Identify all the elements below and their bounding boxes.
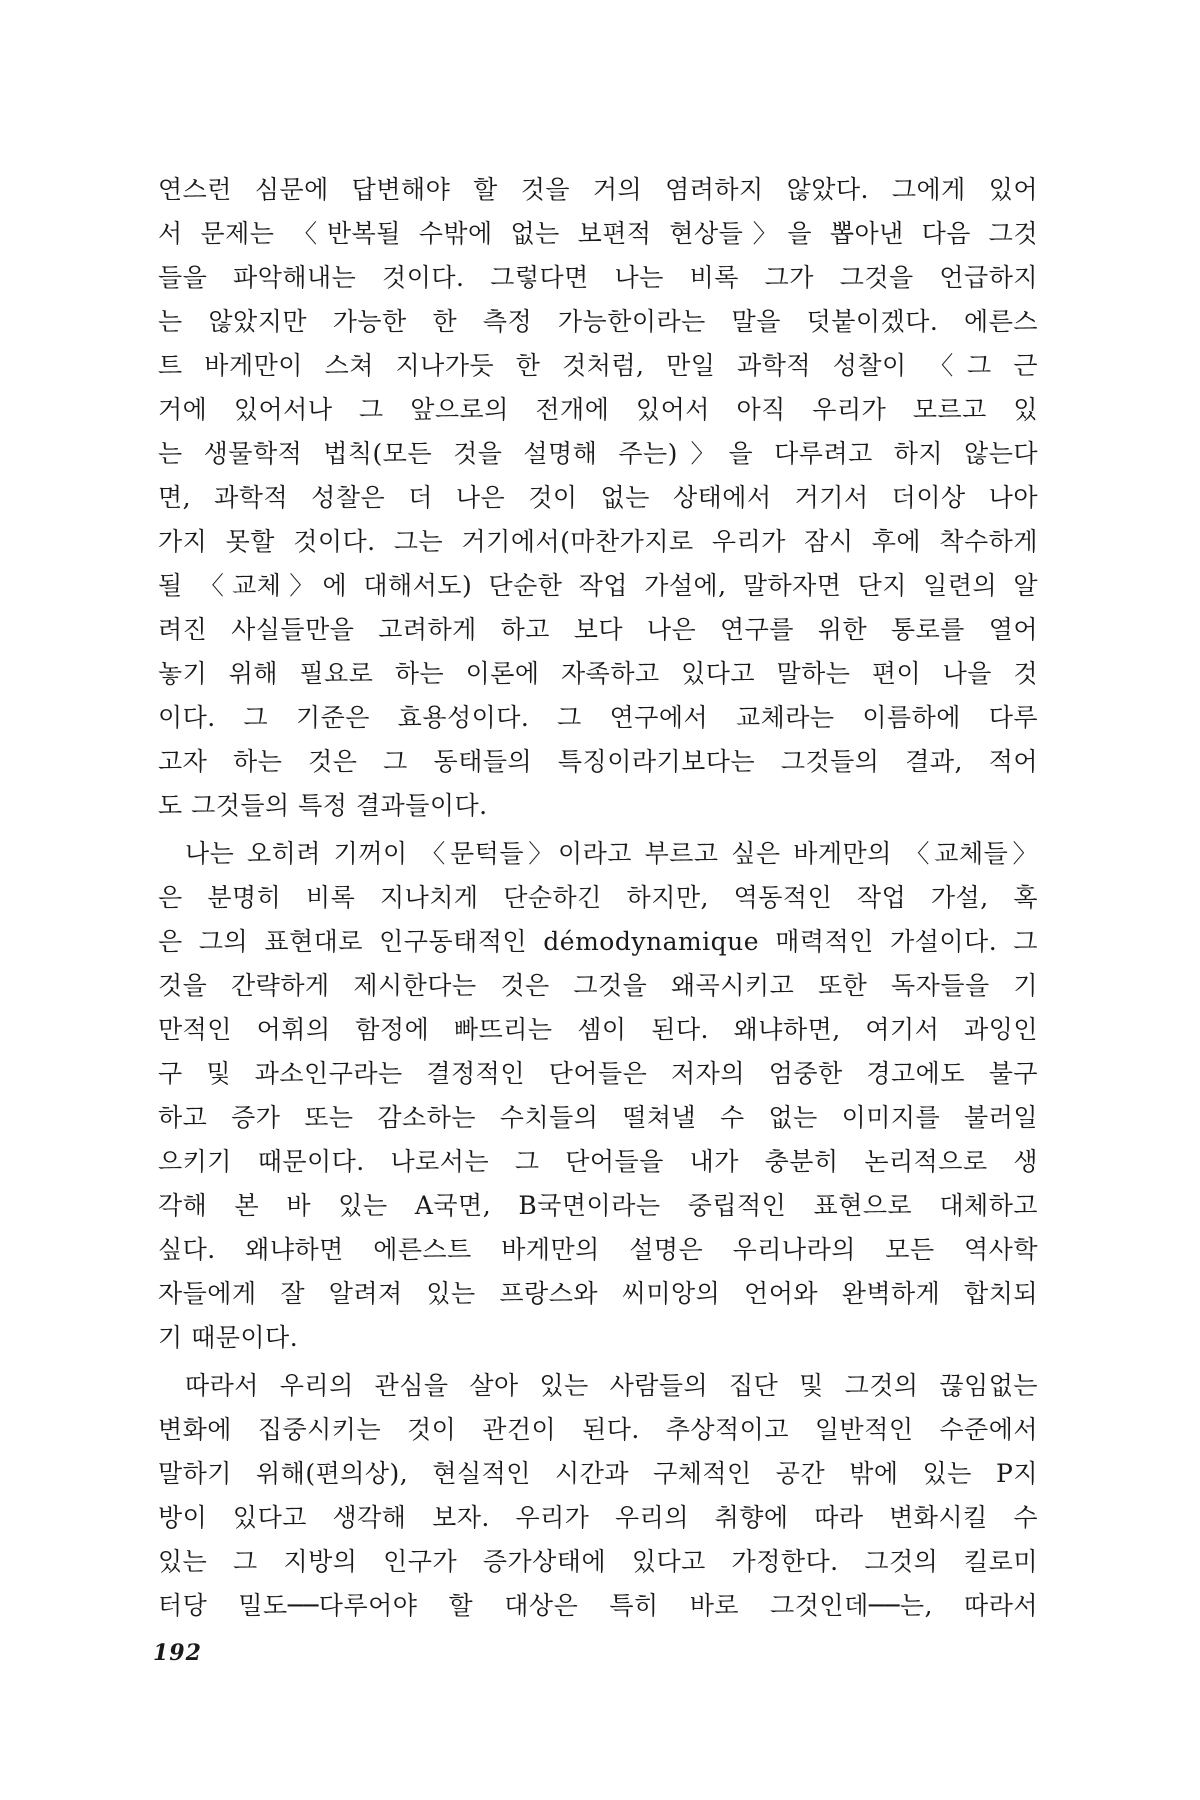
text-line: 것을 간략하게 제시한다는 것은 그것을 왜곡시키고 또한 독자들을 기 — [158, 971, 1038, 1000]
text-line: 될 〈교체〉에 대해서도) 단순한 작업 가설에, 말하자면 단지 일련의 알 — [158, 571, 1038, 600]
text-line: 하고 증가 또는 감소하는 수치들의 떨쳐낼 수 없는 이미지를 불러일 — [158, 1103, 1038, 1132]
text-line: 놓기 위해 필요로 하는 이론에 자족하고 있다고 말하는 편이 나을 것 — [158, 659, 1038, 688]
text-line: 면, 과학적 성찰은 더 나은 것이 없는 상태에서 거기서 더이상 나아 — [158, 483, 1038, 512]
text-line: 변화에 집중시키는 것이 관건이 된다. 추상적이고 일반적인 수준에서 — [158, 1415, 1038, 1444]
text-line: 들을 파악해내는 것이다. 그렇다면 나는 비록 그가 그것을 언급하지 — [158, 263, 1038, 292]
text-line: 말하기 위해(편의상), 현실적인 시간과 구체적인 공간 밖에 있는 P지 — [158, 1459, 1038, 1488]
text-line: 자들에게 잘 알려져 있는 프랑스와 씨미앙의 언어와 완벽하게 합치되 — [158, 1279, 1038, 1308]
text-line: 따라서 우리의 관심을 살아 있는 사람들의 집단 및 그것의 끊임없는 — [185, 1371, 1038, 1400]
text-line: 이다. 그 기준은 효용성이다. 그 연구에서 교체라는 이름하에 다루 — [158, 703, 1038, 732]
text-line: 기 때문이다. — [158, 1323, 299, 1352]
text-line: 은 그의 표현대로 인구동태적인 démodynamique 매력적인 가설이다. 그 — [158, 927, 1038, 956]
text-line: 나는 오히려 기꺼이 〈문턱들〉이라고 부르고 싶은 바게만의 〈교체들〉 — [185, 839, 1038, 868]
text-line: 각해 본 바 있는 A국면, B국면이라는 중립적인 표현으로 대체하고 — [158, 1191, 1038, 1220]
text-line: 려진 사실들만을 고려하게 하고 보다 나은 연구를 위한 통로를 열어 — [158, 615, 1038, 644]
text-line: 연스런 심문에 답변해야 할 것을 거의 염려하지 않았다. 그에게 있어 — [158, 175, 1038, 204]
text-line: 는 않았지만 가능한 한 측정 가능한이라는 말을 덧붙이겠다. 에른스 — [158, 307, 1038, 336]
text-line: 거에 있어서나 그 앞으로의 전개에 있어서 아직 우리가 모르고 있 — [158, 395, 1038, 424]
text-line: 싶다. 왜냐하면 에른스트 바게만의 설명은 우리나라의 모든 역사학 — [158, 1235, 1038, 1264]
text-line: 은 분명히 비록 지나치게 단순하긴 하지만, 역동적인 작업 가설, 혹 — [158, 883, 1038, 912]
text-line: 가지 못할 것이다. 그는 거기에서(마찬가지로 우리가 잠시 후에 착수하게 — [158, 527, 1038, 556]
text-line: 도 그것들의 특정 결과들이다. — [158, 791, 488, 820]
page-number: 192 — [153, 1640, 202, 1666]
text-line: 트 바게만이 스쳐 지나가듯 한 것처럼, 만일 과학적 성찰이 〈그 근 — [158, 351, 1038, 380]
text-line: 고자 하는 것은 그 동태들의 특징이라기보다는 그것들의 결과, 적어 — [158, 747, 1038, 776]
text-line: 있는 그 지방의 인구가 증가상태에 있다고 가정한다. 그것의 킬로미 — [158, 1547, 1038, 1576]
text-line: 서 문제는 〈반복될 수밖에 없는 보편적 현상들〉을 뽑아낸 다음 그것 — [158, 219, 1038, 248]
text-line: 는 생물학적 법칙(모든 것을 설명해 주는)〉을 다루려고 하지 않는다 — [158, 439, 1038, 468]
text-line: 터당 밀도──다루어야 할 대상은 특히 바로 그것인데──는, 따라서 — [158, 1591, 1038, 1620]
text-line: 구 및 과소인구라는 결정적인 단어들은 저자의 엄중한 경고에도 불구 — [158, 1059, 1038, 1088]
text-line: 방이 있다고 생각해 보자. 우리가 우리의 취향에 따라 변화시킬 수 — [158, 1503, 1038, 1532]
text-line: 만적인 어휘의 함정에 빠뜨리는 셈이 된다. 왜냐하면, 여기서 과잉인 — [158, 1015, 1038, 1044]
text-line: 으키기 때문이다. 나로서는 그 단어들을 내가 충분히 논리적으로 생 — [158, 1147, 1038, 1176]
